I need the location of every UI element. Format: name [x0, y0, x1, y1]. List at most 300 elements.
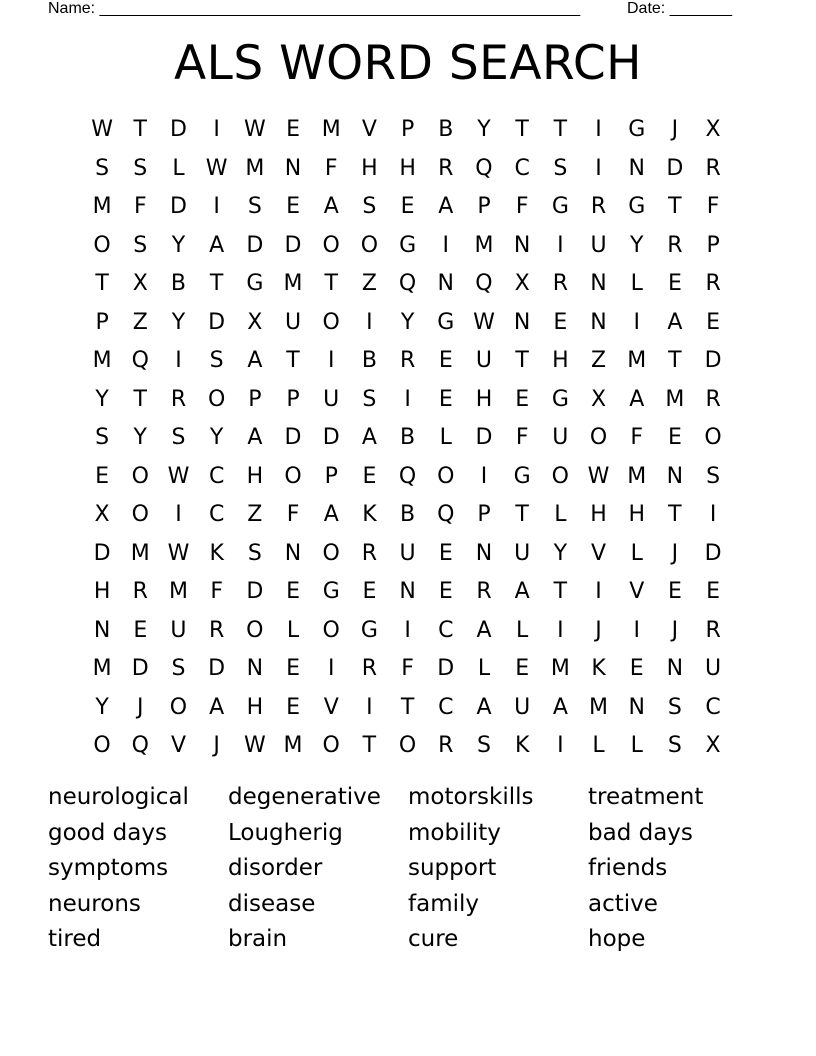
- grid-letter: T: [668, 348, 682, 373]
- grid-letter: U: [399, 540, 416, 566]
- grid-letter: N: [284, 155, 302, 181]
- grid-letter: N: [437, 271, 455, 296]
- grid-letter: M: [92, 194, 112, 219]
- grid-letter: H: [590, 502, 607, 527]
- grid-row: [83, 227, 733, 266]
- grid-letter: O: [246, 617, 264, 643]
- grid-letter: H: [628, 502, 645, 527]
- grid-letter: M: [474, 232, 494, 258]
- grid-letter: A: [514, 579, 530, 604]
- grid-letter: A: [552, 694, 568, 720]
- grid-letter: J: [671, 617, 679, 643]
- grid-letter: R: [552, 271, 568, 296]
- grid-letter: M: [168, 579, 188, 604]
- grid-letter: F: [210, 579, 223, 604]
- grid-letter: N: [513, 232, 531, 258]
- grid-letter: O: [93, 232, 111, 258]
- grid-letter: R: [209, 617, 225, 643]
- worksheet-header: [48, 0, 748, 18]
- grid-letter: U: [475, 348, 493, 373]
- grid-letter: D: [131, 656, 149, 681]
- grid-letter: O: [322, 617, 340, 643]
- grid-letter: Y: [553, 540, 568, 566]
- grid-letter: I: [557, 733, 564, 758]
- word-list-item: good days: [48, 819, 167, 846]
- grid-letter: T: [362, 733, 377, 758]
- grid-letter: E: [438, 386, 453, 412]
- grid-letter: M: [130, 540, 150, 566]
- grid-letter: O: [589, 425, 608, 450]
- grid-letter: X: [705, 117, 721, 142]
- grid-letter: C: [208, 502, 225, 527]
- grid-letter: M: [665, 386, 685, 412]
- grid-letter: L: [554, 502, 567, 527]
- grid-letter: F: [515, 425, 529, 450]
- grid-letter: W: [167, 540, 190, 566]
- grid-letter: H: [246, 694, 264, 720]
- page-title: ALS WORD SEARCH: [173, 36, 643, 91]
- grid-letter: D: [704, 540, 722, 566]
- grid-letter: O: [551, 463, 569, 489]
- grid-letter: S: [362, 194, 377, 219]
- grid-letter: C: [514, 155, 530, 181]
- grid-letter: F: [133, 194, 147, 219]
- grid-letter: T: [553, 117, 568, 142]
- grid-letter: O: [322, 733, 340, 758]
- grid-letter: F: [706, 194, 720, 219]
- grid-letter: C: [208, 463, 225, 489]
- grid-letter: P: [95, 309, 109, 335]
- word-list-item: tired: [48, 926, 102, 952]
- grid-letter: L: [172, 155, 185, 181]
- grid-letter: R: [667, 232, 683, 258]
- grid-letter: E: [515, 386, 530, 412]
- grid-row: [83, 381, 733, 420]
- word-list-item: cure: [408, 926, 459, 952]
- grid-letter: K: [591, 656, 606, 681]
- grid-letter: A: [247, 425, 263, 450]
- grid-letter: U: [514, 694, 531, 720]
- grid-letter: B: [400, 425, 416, 450]
- grid-row: [83, 496, 733, 535]
- grid-letter: H: [246, 463, 264, 489]
- grid-letter: E: [438, 348, 453, 373]
- grid-letter: J: [213, 733, 220, 758]
- grid-letter: E: [706, 579, 721, 604]
- grid-letter: Y: [133, 425, 147, 450]
- grid-letter: J: [671, 540, 679, 566]
- grid-letter: S: [247, 540, 262, 566]
- grid-letter: E: [515, 656, 530, 681]
- grid-letter: D: [284, 425, 302, 450]
- grid-letter: S: [667, 733, 682, 758]
- grid-letter: M: [321, 117, 341, 142]
- grid-letter: F: [630, 425, 644, 450]
- grid-letter: N: [590, 271, 607, 296]
- grid-letter: A: [323, 502, 339, 527]
- grid-letter: E: [286, 117, 300, 142]
- grid-letter: O: [169, 694, 188, 720]
- grid-letter: L: [630, 733, 643, 758]
- grid-letter: T: [133, 386, 147, 412]
- grid-letter: E: [286, 194, 300, 219]
- grid-row: [83, 689, 733, 728]
- grid-letter: P: [400, 117, 415, 142]
- grid-letter: K: [362, 502, 377, 527]
- grid-letter: L: [477, 656, 491, 681]
- grid-letter: G: [246, 271, 264, 296]
- grid-letter: D: [246, 232, 264, 258]
- grid-letter: A: [438, 194, 454, 219]
- grid-letter: G: [551, 194, 569, 219]
- grid-row: [83, 612, 733, 651]
- grid-letter: X: [705, 733, 721, 758]
- grid-letter: R: [705, 386, 721, 412]
- grid-row: [83, 650, 733, 689]
- grid-letter: T: [286, 348, 300, 373]
- grid-letter: Z: [132, 309, 148, 335]
- grid-letter: E: [438, 579, 453, 604]
- grid-letter: S: [476, 733, 491, 758]
- grid-row: [83, 304, 733, 343]
- word-list-item: support: [408, 855, 497, 881]
- grid-letter: R: [438, 733, 454, 758]
- grid-letter: Y: [629, 232, 644, 258]
- grid-letter: T: [515, 502, 529, 527]
- grid-letter: I: [442, 232, 450, 258]
- grid-letter: X: [247, 309, 263, 335]
- grid-letter: V: [323, 694, 339, 720]
- grid-letter: F: [401, 656, 414, 681]
- grid-letter: R: [476, 579, 492, 604]
- grid-letter: N: [284, 540, 302, 566]
- grid-letter: S: [209, 348, 224, 373]
- grid-letter: P: [477, 194, 491, 219]
- grid-letter: T: [668, 502, 682, 527]
- grid-letter: W: [243, 117, 266, 142]
- grid-letter: W: [473, 309, 495, 335]
- grid-letter: D: [704, 348, 722, 373]
- word-list-item: Lougherig: [228, 819, 343, 846]
- grid-letter: T: [400, 694, 415, 720]
- grid-letter: F: [515, 194, 529, 219]
- grid-letter: I: [327, 348, 335, 373]
- grid-letter: T: [95, 271, 109, 296]
- grid-letter: Y: [209, 425, 224, 450]
- grid-letter: H: [361, 155, 378, 181]
- grid-letter: E: [706, 309, 721, 335]
- grid-letter: N: [628, 155, 645, 181]
- grid-letter: E: [438, 540, 453, 566]
- grid-row: [83, 150, 733, 189]
- grid-letter: G: [628, 117, 646, 142]
- grid-letter: L: [286, 617, 300, 643]
- word-list-item: friends: [588, 855, 668, 881]
- grid-letter: T: [324, 271, 338, 296]
- grid-letter: W: [205, 155, 228, 181]
- grid-row: [83, 535, 733, 574]
- grid-letter: E: [667, 271, 682, 296]
- grid-letter: Z: [590, 348, 607, 373]
- word-list-item: bad days: [588, 819, 693, 846]
- grid-letter: S: [247, 194, 262, 219]
- grid-letter: R: [361, 540, 378, 566]
- grid-letter: X: [132, 271, 148, 296]
- word-list-item: neurological: [48, 784, 189, 810]
- grid-letter: Y: [171, 309, 186, 335]
- grid-letter: A: [209, 694, 225, 720]
- grid-letter: N: [475, 540, 493, 566]
- grid-letter: D: [284, 232, 302, 258]
- grid-letter: U: [170, 617, 187, 643]
- grid-letter: I: [709, 502, 717, 527]
- grid-letter: S: [171, 656, 186, 681]
- grid-letter: N: [590, 309, 607, 335]
- grid-letter: A: [476, 617, 492, 643]
- grid-letter: X: [94, 502, 110, 527]
- grid-row: [83, 111, 733, 150]
- grid-letter: I: [404, 386, 411, 412]
- grid-letter: B: [361, 348, 377, 373]
- grid-letter: K: [209, 540, 224, 566]
- grid-letter: N: [513, 309, 531, 335]
- grid-letter: E: [362, 579, 377, 604]
- grid-letter: X: [514, 271, 530, 296]
- grid-letter: E: [400, 194, 415, 219]
- grid-letter: B: [170, 271, 187, 296]
- grid-letter: A: [629, 386, 645, 412]
- grid-letter: O: [322, 232, 340, 258]
- grid-letter: I: [595, 117, 602, 142]
- grid-letter: O: [207, 386, 226, 412]
- grid-letter: R: [705, 271, 721, 296]
- grid-letter: M: [245, 155, 265, 181]
- grid-letter: E: [629, 656, 644, 681]
- grid-letter: A: [209, 232, 225, 258]
- grid-letter: Y: [95, 694, 109, 720]
- word-list-item: disease: [228, 890, 316, 917]
- grid-letter: F: [286, 502, 300, 527]
- grid-letter: I: [557, 617, 564, 643]
- grid-letter: L: [439, 425, 452, 450]
- grid-letter: W: [91, 117, 113, 142]
- grid-letter: B: [400, 502, 416, 527]
- word-list-item: motorskills: [408, 784, 534, 810]
- grid-letter: E: [286, 656, 300, 681]
- grid-letter: G: [399, 232, 417, 258]
- grid-letter: O: [93, 733, 111, 758]
- grid-letter: K: [514, 733, 530, 758]
- grid-letter: T: [668, 194, 682, 219]
- grid-letter: N: [666, 656, 684, 681]
- grid-letter: R: [705, 155, 721, 181]
- grid-letter: D: [208, 309, 226, 335]
- grid-letter: H: [399, 155, 416, 181]
- grid-letter: G: [628, 194, 646, 219]
- grid-letter: Z: [361, 271, 377, 296]
- grid-letter: T: [133, 117, 147, 142]
- grid-letter: N: [666, 463, 684, 489]
- grid-letter: R: [132, 579, 148, 604]
- grid-letter: I: [175, 502, 182, 527]
- grid-letter: H: [552, 348, 569, 373]
- grid-row: [83, 419, 733, 458]
- grid-letter: A: [667, 309, 683, 335]
- grid-letter: E: [286, 694, 300, 720]
- grid-letter: I: [633, 617, 640, 643]
- grid-letter: R: [590, 194, 607, 219]
- word-list-item: neurons: [48, 890, 141, 917]
- grid-letter: O: [284, 463, 302, 489]
- grid-letter: E: [362, 463, 377, 489]
- grid-letter: O: [704, 425, 722, 450]
- grid-letter: I: [633, 309, 640, 335]
- grid-letter: I: [404, 617, 411, 643]
- grid-letter: D: [169, 194, 187, 219]
- grid-letter: D: [322, 425, 340, 450]
- grid-letter: Y: [400, 309, 415, 335]
- grid-letter: I: [480, 463, 488, 489]
- grid-letter: X: [590, 386, 607, 412]
- grid-letter: O: [322, 540, 340, 566]
- word-list-item: symptoms: [48, 855, 169, 881]
- grid-letter: J: [595, 617, 602, 643]
- grid-letter: E: [95, 463, 110, 489]
- grid-letter: V: [361, 117, 377, 142]
- grid-letter: I: [213, 194, 220, 219]
- grid-letter: O: [131, 502, 149, 527]
- grid-letter: I: [175, 348, 182, 373]
- grid-letter: B: [438, 117, 454, 142]
- grid-letter: U: [284, 309, 302, 335]
- grid-letter: Q: [475, 271, 493, 296]
- grid-letter: Q: [398, 463, 417, 489]
- grid-letter: H: [93, 579, 111, 604]
- grid-letter: Q: [131, 348, 149, 373]
- grid-letter: D: [666, 155, 684, 181]
- grid-letter: M: [550, 656, 570, 681]
- grid-letter: A: [323, 194, 339, 219]
- grid-row: [83, 265, 733, 304]
- grid-letter: Q: [131, 733, 149, 758]
- grid-letter: P: [706, 232, 720, 258]
- grid-letter: M: [627, 348, 647, 373]
- grid-row: [83, 188, 733, 227]
- word-list-item: disorder: [228, 855, 323, 881]
- grid-letter: R: [361, 656, 378, 681]
- grid-letter: E: [667, 425, 682, 450]
- grid-letter: I: [366, 694, 373, 720]
- word-list: [48, 780, 768, 958]
- grid-letter: O: [322, 309, 340, 335]
- grid-letter: Q: [475, 155, 493, 181]
- grid-letter: E: [133, 617, 148, 643]
- grid-letter: D: [437, 656, 455, 681]
- grid-letter: L: [630, 540, 643, 566]
- grid-letter: J: [671, 117, 679, 142]
- grid-letter: G: [513, 463, 531, 489]
- grid-letter: Y: [95, 386, 109, 412]
- grid-letter: L: [592, 733, 605, 758]
- grid-letter: O: [437, 463, 455, 489]
- grid-letter: O: [360, 232, 379, 258]
- word-list-item: family: [408, 890, 479, 917]
- grid-row: [83, 573, 733, 612]
- grid-letter: E: [667, 579, 682, 604]
- grid-letter: D: [246, 579, 264, 604]
- grid-letter: N: [628, 694, 645, 720]
- grid-row: [83, 727, 733, 766]
- grid-letter: R: [705, 617, 721, 643]
- grid-letter: S: [171, 425, 186, 450]
- date-field-label: Date: _______: [627, 0, 732, 17]
- grid-letter: U: [514, 540, 531, 566]
- word-list-item: brain: [228, 926, 288, 952]
- grid-letter: T: [553, 579, 568, 604]
- grid-letter: W: [167, 463, 190, 489]
- word-list-item: active: [588, 890, 658, 917]
- grid-letter: N: [246, 656, 264, 681]
- grid-letter: P: [286, 386, 300, 412]
- letter-grid: [83, 111, 733, 766]
- grid-letter: O: [131, 463, 149, 489]
- grid-letter: L: [630, 271, 643, 296]
- grid-letter: W: [587, 463, 610, 489]
- grid-letter: N: [399, 579, 416, 604]
- grid-letter: I: [213, 117, 220, 142]
- grid-letter: G: [551, 386, 569, 412]
- grid-letter: H: [475, 386, 493, 412]
- grid-letter: M: [589, 694, 609, 720]
- word-list-item: hope: [588, 926, 646, 952]
- grid-letter: P: [477, 502, 491, 527]
- word-list-item: mobility: [408, 819, 501, 846]
- grid-letter: Q: [437, 502, 455, 527]
- grid-letter: I: [595, 155, 602, 181]
- grid-letter: P: [248, 386, 262, 412]
- grid-letter: P: [324, 463, 338, 489]
- grid-letter: T: [515, 348, 529, 373]
- grid-letter: M: [627, 463, 647, 489]
- grid-letter: R: [170, 386, 187, 412]
- grid-letter: G: [322, 579, 340, 604]
- grid-letter: G: [360, 617, 378, 643]
- grid-letter: O: [398, 733, 417, 758]
- grid-letter: E: [553, 309, 568, 335]
- grid-row: [83, 458, 733, 497]
- grid-letter: A: [476, 694, 492, 720]
- grid-letter: Z: [247, 502, 263, 527]
- grid-letter: S: [667, 694, 682, 720]
- grid-letter: V: [170, 733, 186, 758]
- grid-letter: M: [283, 271, 303, 296]
- grid-letter: I: [595, 579, 602, 604]
- grid-letter: S: [133, 155, 148, 181]
- grid-letter: E: [286, 579, 300, 604]
- grid-letter: I: [366, 309, 373, 335]
- grid-letter: Y: [477, 117, 491, 142]
- word-list-item: treatment: [588, 784, 704, 810]
- grid-letter: U: [705, 656, 722, 681]
- grid-letter: D: [475, 425, 493, 450]
- grid-letter: U: [323, 386, 340, 412]
- grid-letter: I: [327, 656, 335, 681]
- grid-row: [83, 342, 733, 381]
- grid-letter: N: [93, 617, 111, 643]
- grid-letter: I: [557, 232, 564, 258]
- grid-letter: G: [437, 309, 455, 335]
- grid-letter: S: [706, 463, 721, 489]
